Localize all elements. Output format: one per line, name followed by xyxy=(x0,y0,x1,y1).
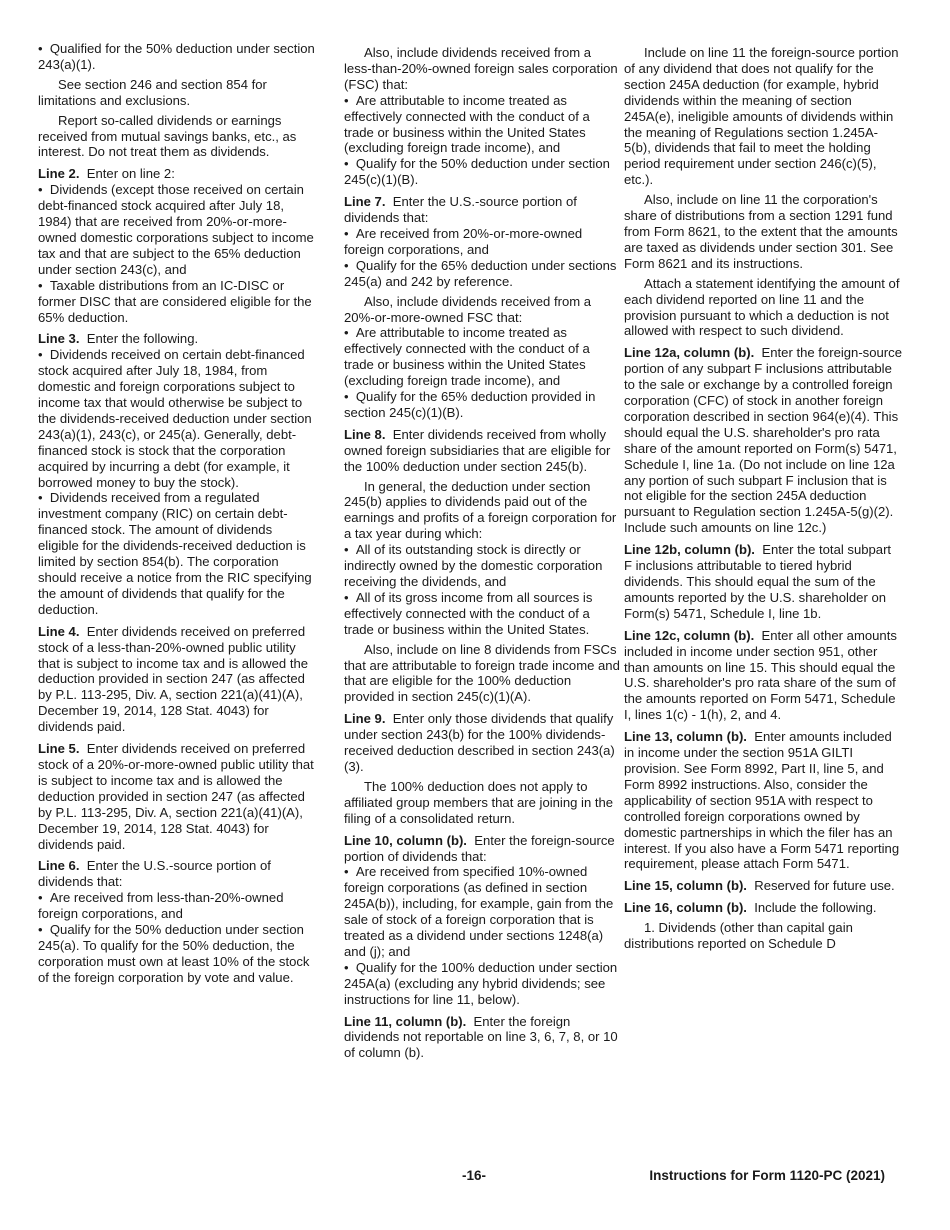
line-13-heading: Line 13, column (b). xyxy=(624,729,747,745)
line-7-section xyxy=(344,194,622,226)
paragraph: Report so-called dividends or earnings received from mutual savings banks, etc., as interest. Do not treat them as dividends. xyxy=(38,112,297,160)
line-15-section xyxy=(624,878,902,894)
line-10-text: Enter the foreign-source portion of dividends that: xyxy=(344,832,615,864)
line-5-section xyxy=(38,741,316,852)
bullet-item: • Dividends (except those received on certain debt-financed stock acquired after July 18, 1984) that are received from 20%-or-more-owned domestic corporations subject to income tax and that are subject to the 65% deduction under section 243(c), and xyxy=(38,182,316,277)
line-9-section xyxy=(344,711,622,775)
bullet-item: • Are received from less-than-20%-owned foreign corporations, and xyxy=(38,890,316,922)
line-5-text: Enter dividends received on preferred stock of a 20%-or-more-owned public utility that is subject to income tax and is allowed the deduction provided in section 247 (as affected by P.L. 113-295, Div. A, section 221(a)(41)(A), December 19, 2014, 128 Stat. 4043) for dividends paid. xyxy=(38,741,314,852)
paragraph: Also, include on line 8 dividends from FSCs that are attributable to foreign trade income and that are eligible for the 100% deduction provided in section 245(c)(1)(A). xyxy=(344,641,620,705)
line-10-heading: Line 10, column (b). xyxy=(344,832,467,848)
line-6-text: Enter the U.S.-source portion of dividends that: xyxy=(38,858,271,890)
page-number: -16- xyxy=(462,1168,487,1183)
line-6-heading: Line 6. xyxy=(38,858,80,874)
line-3-heading: Line 3. xyxy=(38,331,80,347)
paragraph: The 100% deduction does not apply to affiliated group members that are joining in the filing of a consolidated return. xyxy=(344,778,614,826)
line-4-section xyxy=(38,624,316,735)
line-8-section xyxy=(344,427,622,475)
paragraph: Include on line 11 the foreign-source portion of any dividend that does not qualify for the section 245A deduction (for example, hybrid dividends within the meaning of section 245A(e), ineligible amounts of dividends within the meaning of Regulations section 1.245A-5(b), dividends that fail to meet the holding period requirement under section 246(c)(5), etc.). xyxy=(624,45,899,188)
bullet-item: • Are received from specified 10%-owned foreign corporations (as defined in section 245A(b)), including, for example, gain from the sale of stock of a foreign corporation that is treated as a dividend under sections 1248(a) and (j); and xyxy=(344,864,622,959)
paragraph: See section 246 and section 854 for limitations and exclusions. xyxy=(38,76,267,108)
paragraph: Also, include on line 11 the corporation's share of distributions from a section 1291 fund from Form 8621, to the extent that the amounts are taxed as dividends under section 301. See Form 8621 and its instructions. xyxy=(624,192,898,271)
line-13-text: Enter amounts included in income under the section 951A GILTI provision. See Form 8992, Part II, line 5, and Form 8992 instructions. Also, consider the applicability of section 951A with respect to controlled foreign corporations owned by domestic partnerships in which the filer has an interest. If you also have a Form 5471 reporting requirement, please attach Form 5471. xyxy=(624,729,900,872)
paragraph: Attach a statement identifying the amount of each dividend reported on line 11 and the provision pursuant to which a deduction is not allowed with respect to such dividend. xyxy=(624,275,900,339)
bullet-item: • Taxable distributions from an IC-DISC or former DISC that are considered eligible for the 65% deduction. xyxy=(38,278,316,326)
line-2-text: Enter on line 2: xyxy=(86,166,175,182)
line-4-text: Enter dividends received on preferred stock of a less-than-20%-owned public utility that is subject to income tax and is allowed the deduction provided in section 247 (as affected by P.L. 113-295, Div. A, section 221(a)(41)(A), December 19, 2014, 128 Stat. 4043) for dividends paid. xyxy=(38,623,309,735)
line-15-heading: Line 15, column (b). xyxy=(624,878,747,894)
line-2-section xyxy=(38,166,316,182)
line-8-heading: Line 8. xyxy=(344,426,386,442)
bullet-item: • Qualify for the 65% deduction provided in section 245(c)(1)(B). xyxy=(344,389,622,421)
line-9-heading: Line 9. xyxy=(344,711,386,727)
line-16-section xyxy=(624,900,902,916)
bullet-item: • Dividends received from a regulated investment company (RIC) on certain debt-financed stock. The amount of dividends eligible for the dividends-received deduction is limited by section 854(b). The corporation should receive a notice from the RIC specifying the amount of dividends that qualify for the deduction. xyxy=(38,490,316,617)
line-12c-section xyxy=(624,628,902,723)
form-title: Instructions for Form 1120-PC (2021) xyxy=(649,1168,885,1183)
bullet-item: • Qualified for the 50% deduction under section 243(a)(1). xyxy=(38,41,316,73)
numbered-item: 1. Dividends (other than capital gain distributions reported on Schedule D xyxy=(624,920,853,952)
line-11-text: Enter the foreign dividends not reportable on line 3, 6, 7, 8, or 10 of column (b). xyxy=(344,1013,618,1061)
line-12a-section xyxy=(624,345,902,536)
line-7-heading: Line 7. xyxy=(344,194,386,210)
line-4-heading: Line 4. xyxy=(38,623,80,639)
line-16-heading: Line 16, column (b). xyxy=(624,900,747,916)
bullet-item: • Qualify for the 100% deduction under section 245A(a) (excluding any hybrid dividends; see instructions for line 11, below). xyxy=(344,960,622,1008)
line-11-heading: Line 11, column (b). xyxy=(344,1013,467,1029)
bullet-item: • Dividends received on certain debt-financed stock acquired after July 18, 1984, from domestic and foreign corporations subject to income tax that would otherwise be subject to the dividends-received deduction under section 243(a)(1), 243(c), or 245(a). Generally, debt-financed stock is stock that the corporation acquired by incurring a debt (for example, it borrowed money to buy the stock). xyxy=(38,347,316,490)
bullet-item: • Are received from 20%-or-more-owned foreign corporations, and xyxy=(344,226,622,258)
line-12b-heading: Line 12b, column (b). xyxy=(624,542,755,558)
line-2-heading: Line 2. xyxy=(38,166,80,182)
line-12a-heading: Line 12a, column (b). xyxy=(624,345,755,361)
paragraph: In general, the deduction under section 245(b) applies to dividends paid out of the earnings and profits of a foreign corporation for a tax year during which: xyxy=(344,478,617,542)
line-15-text: Reserved for future use. xyxy=(754,878,895,894)
line-16-text: Include the following. xyxy=(754,900,877,916)
column-2 xyxy=(344,41,622,1061)
column-1 xyxy=(38,41,316,986)
bullet-item: • Qualify for the 50% deduction under section 245(c)(1)(B). xyxy=(344,156,622,188)
bullet-item: • All of its gross income from all sources is effectively connected with the conduct of a trade or business within the United States. xyxy=(344,590,622,638)
line-3-text: Enter the following. xyxy=(86,331,199,347)
line-12c-heading: Line 12c, column (b). xyxy=(624,627,755,643)
bullet-item: • Are attributable to income treated as effectively connected with the conduct of a trade or business within the United States (excluding foreign trade income), and xyxy=(344,93,622,157)
line-12b-text: Enter the total subpart F inclusions attributable to tiered hybrid dividends. This should equal the sum of the amounts reported by the U.S. shareholder on Form(s) 5471, Schedule I, line 1b. xyxy=(624,542,892,621)
line-13-section xyxy=(624,729,902,872)
line-12c-text: Enter all other amounts included in income under section 951, other than amounts on line 15. This should equal the U.S. shareholder's pro rata share of the sum of the amounts reported on Form 5471, Schedule I, lines 1(c) - 1(h), 2, and 4. xyxy=(624,627,897,723)
line-9-text: Enter only those dividends that qualify under section 243(b) for the 100% dividends-received deduction described in section 243(a)(3). xyxy=(344,711,615,774)
bullet-item: • Qualify for the 65% deduction under sections 245(a) and 242 by reference. xyxy=(344,258,622,290)
line-5-heading: Line 5. xyxy=(38,741,80,757)
line-10-section xyxy=(344,833,622,865)
line-11-section xyxy=(344,1014,622,1062)
line-7-text: Enter the U.S.-source portion of dividends that: xyxy=(344,194,577,226)
line-6-section xyxy=(38,858,316,890)
paragraph: Also, include dividends received from a less-than-20%-owned foreign sales corporation (FSC) that: xyxy=(344,45,618,92)
paragraph: Also, include dividends received from a 20%-or-more-owned FSC that: xyxy=(344,293,592,325)
bullet-item: • Are attributable to income treated as effectively connected with the conduct of a trade or business within the United States (excluding foreign trade income), and xyxy=(344,325,622,389)
line-8-text: Enter dividends received from wholly owned foreign subsidiaries that are eligible for the 100% deduction under section 245(b). xyxy=(344,426,611,474)
bullet-item: • Qualify for the 50% deduction under section 245(a). To qualify for the 50% deduction, the corporation must own at least 10% of the stock of the foreign corporation by vote and value. xyxy=(38,922,316,986)
line-12b-section xyxy=(624,542,902,622)
column-3 xyxy=(624,41,902,952)
line-12a-text: Enter the foreign-source portion of any subpart F inclusions attributable to the sale or exchange by a controlled foreign corporation (CFC) of stock in another foreign corporation described in section 964(e)(4). This should equal the U.S. shareholder's pro rata share of the amount reported on Form(s) 5471, Schedule I, line 1a. (Do not include on line 12a any portion of such subpart F inclusion that is not eligible for the section 245A deduction pursuant to Regulation section 1.245A-5(g)(2). Include such amounts on line 12c.) xyxy=(624,345,902,536)
bullet-item: • All of its outstanding stock is directly or indirectly owned by the domestic corporation receiving the dividends, and xyxy=(344,542,622,590)
line-3-section xyxy=(38,331,316,347)
